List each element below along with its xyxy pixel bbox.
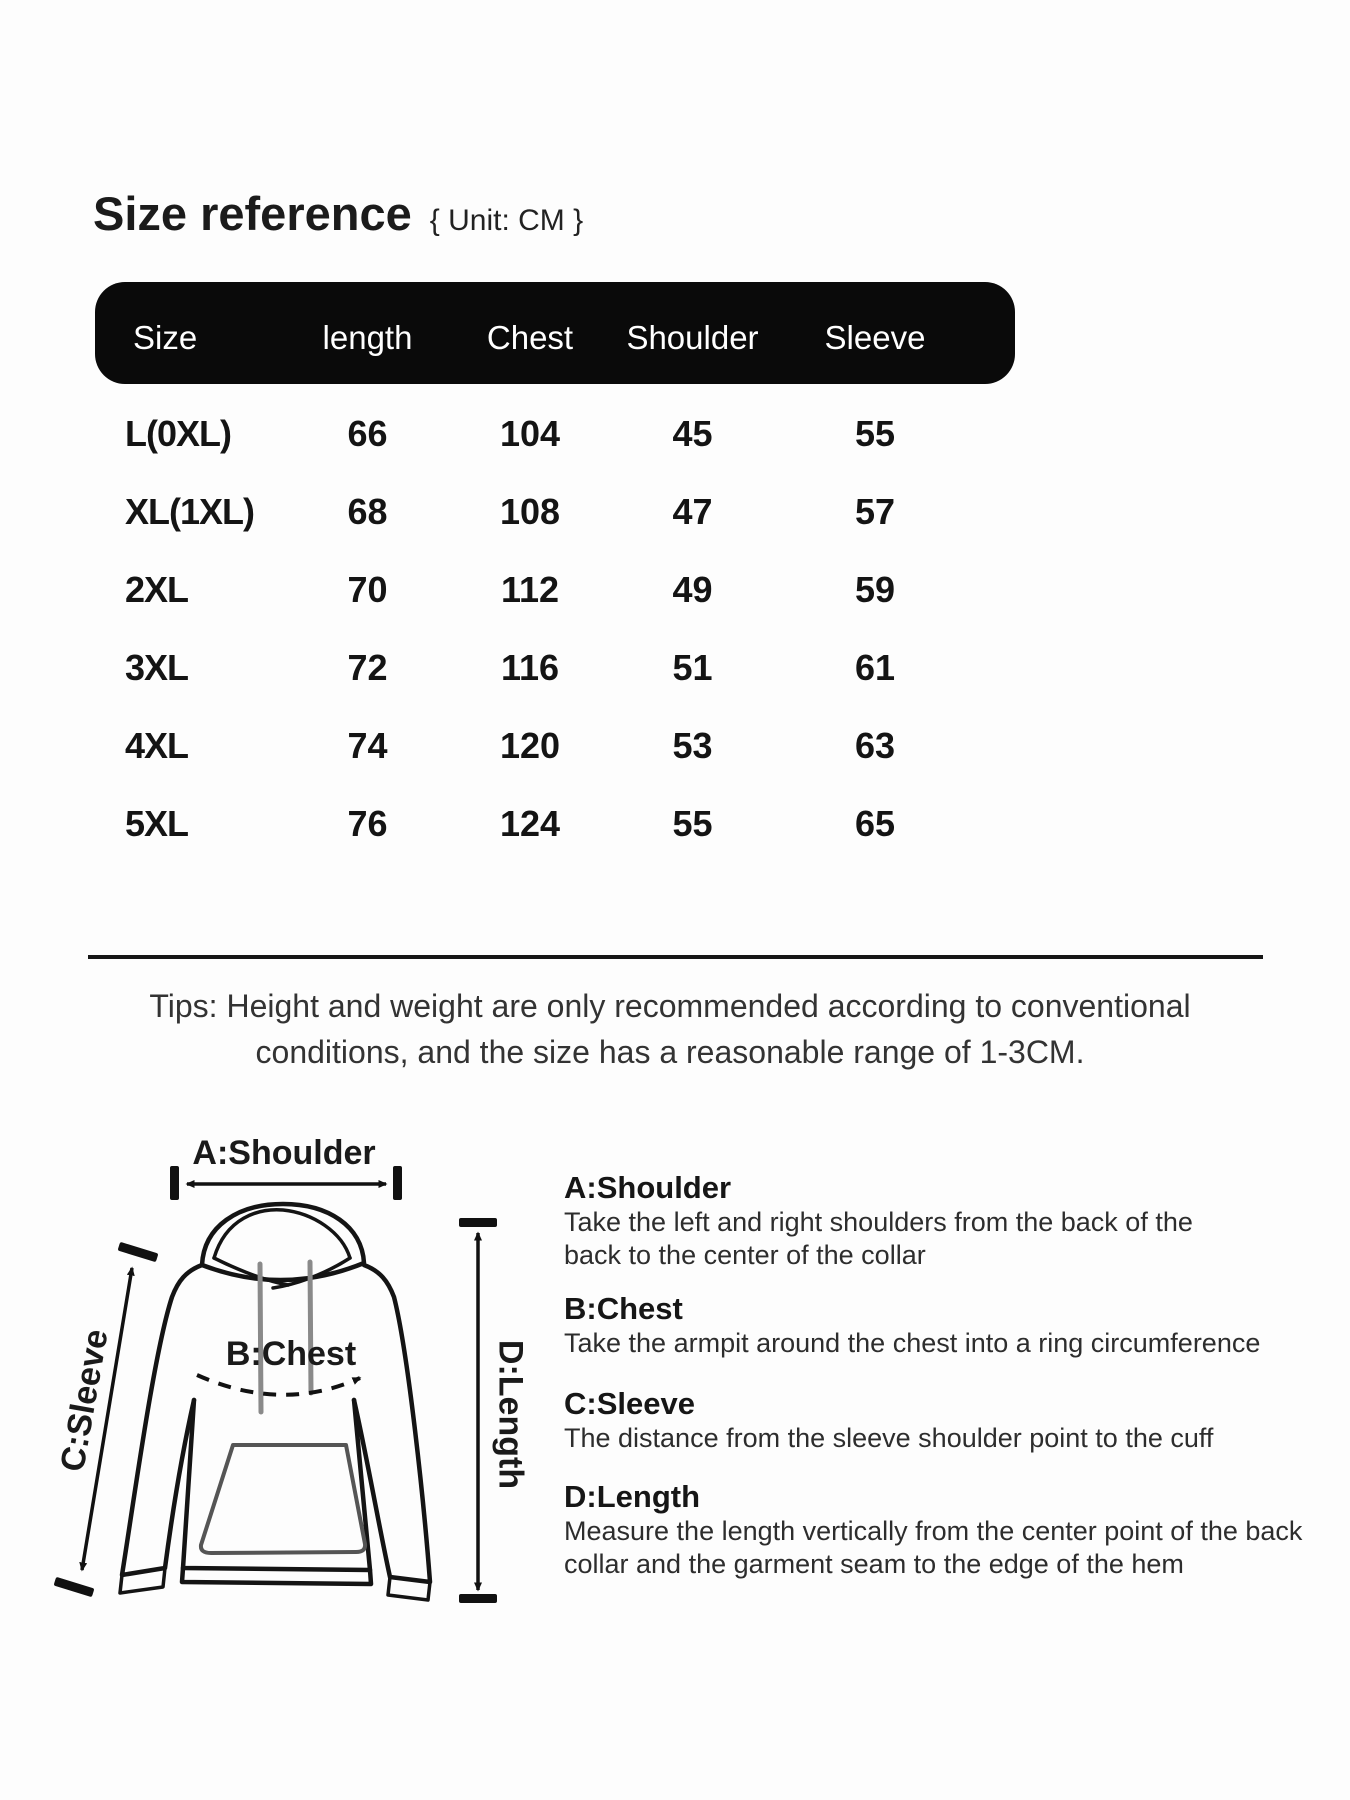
tips-text (90, 983, 1250, 1075)
chest-measure-arc (197, 1375, 360, 1395)
guide-length (564, 1479, 1309, 1581)
sleeve-cell: 65 (854, 803, 896, 844)
shoulder-cell: 55 (672, 803, 713, 844)
guide-chest-desc: Take the armpit around the chest into a ring circumference (564, 1328, 1261, 1358)
column-header-size: Size (133, 319, 198, 356)
size-cell: L(0XL) (125, 413, 231, 454)
chest-cell: 124 (499, 803, 561, 844)
size-cell: 5XL (125, 803, 189, 844)
length-cell: 70 (347, 569, 388, 610)
shoulder-cell: 45 (672, 413, 713, 454)
guide-length-desc: Measure the length vertically from the center point of the back collar and the garment seam to the edge of the hem (564, 1516, 1303, 1579)
table-row (95, 551, 1015, 629)
unit-note: { Unit: CM } (429, 204, 584, 237)
sleeve-cell: 61 (854, 647, 896, 688)
hoodie-pocket (201, 1445, 365, 1553)
size-cell: 3XL (125, 647, 189, 688)
diagram-label-sleeve: C:Sleeve (53, 1326, 116, 1475)
column-header-sleeve: Sleeve (824, 319, 926, 356)
length-cell: 68 (347, 491, 388, 532)
length-cell: 76 (347, 803, 388, 844)
size-table-header (95, 282, 1015, 384)
table-row (95, 473, 1015, 551)
chest-cell: 120 (499, 725, 561, 766)
guide-shoulder-title: A:Shoulder (564, 1170, 732, 1205)
guide-shoulder (564, 1170, 1204, 1272)
diagram-label-chest: B:Chest (225, 1335, 357, 1373)
length-cell: 72 (347, 647, 388, 688)
size-cell: 4XL (125, 725, 189, 766)
table-row (95, 395, 1015, 473)
chest-cell: 116 (500, 647, 560, 688)
shoulder-cell: 53 (672, 725, 713, 766)
size-cell: XL(1XL) (125, 491, 255, 532)
column-header-chest: Chest (486, 319, 574, 356)
guide-shoulder-desc: Take the left and right shoulders from the back of the back to the center of the collar (564, 1207, 1193, 1270)
sleeve-cell: 57 (854, 491, 896, 532)
shoulder-cell: 47 (672, 491, 713, 532)
table-row (95, 629, 1015, 707)
guide-sleeve-desc: The distance from the sleeve shoulder point to the cuff (564, 1423, 1214, 1453)
guide-chest (564, 1291, 1350, 1360)
chest-cell: 108 (499, 491, 561, 532)
size-cell: 2XL (125, 569, 189, 610)
title-row (93, 186, 583, 241)
page-title: Size reference (93, 187, 412, 240)
guide-sleeve (564, 1386, 1350, 1455)
diagram-label-length: D:Length (491, 1339, 530, 1490)
section-divider (88, 955, 1263, 959)
hoodie-body (120, 1265, 430, 1600)
guide-length-title: D:Length (564, 1479, 701, 1514)
length-cell: 74 (347, 725, 388, 766)
hoodie-hood (202, 1204, 364, 1288)
guide-chest-title: B:Chest (564, 1291, 683, 1326)
size-table-body (95, 395, 1015, 863)
column-header-shoulder: Shoulder (626, 319, 759, 356)
tips-line-2: conditions, and the size has a reasonable range of 1-3CM. (255, 1034, 1085, 1070)
sleeve-cell: 63 (854, 725, 896, 766)
table-row (95, 785, 1015, 863)
sleeve-cell: 55 (854, 413, 896, 454)
guide-sleeve-title: C:Sleeve (564, 1386, 695, 1421)
tips-line-1: Tips: Height and weight are only recommended according to conventional (149, 988, 1191, 1024)
chest-cell: 104 (499, 413, 561, 454)
shoulder-cell: 49 (672, 569, 713, 610)
column-header-length: length (322, 319, 413, 356)
sleeve-cell: 59 (854, 569, 896, 610)
diagram-label-shoulder: A:Shoulder (192, 1134, 376, 1172)
shoulder-cell: 51 (672, 647, 713, 688)
length-cell: 66 (347, 413, 388, 454)
table-row (95, 707, 1015, 785)
chest-cell: 112 (500, 569, 560, 610)
